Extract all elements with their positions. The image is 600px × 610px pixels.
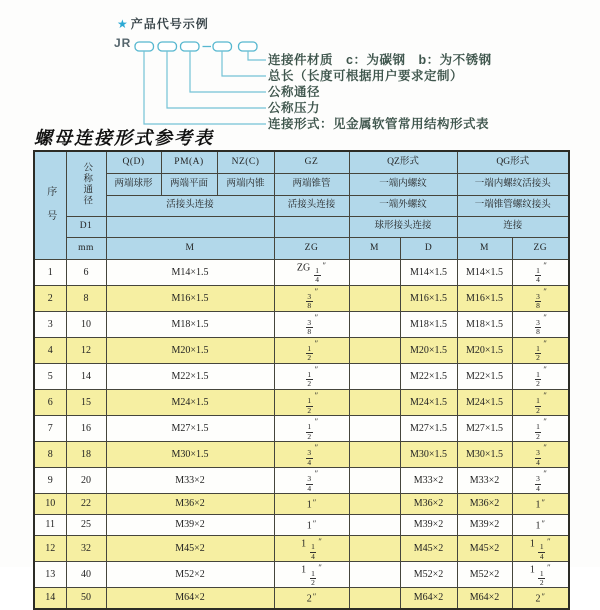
cell-seq: 5 <box>34 363 66 389</box>
cell-qz-d: M45×2 <box>400 535 457 561</box>
fraction-value: $\frac{1}{2}$ <box>536 396 540 415</box>
cell-dn: 6 <box>66 259 106 285</box>
product-code-example-heading <box>117 15 209 32</box>
inch-mark: ″ <box>314 363 319 374</box>
cell-qz-m <box>349 415 400 441</box>
cell-qg-m: M18×1.5 <box>457 311 512 337</box>
table-header <box>34 151 569 259</box>
cell-qg-zg: 1 $\frac{1}{4}$ ″ <box>512 535 569 561</box>
cell-dn: 18 <box>66 441 106 467</box>
header-qg-desc2: 一端锥管螺纹接头 <box>457 195 569 216</box>
cell-dn: 8 <box>66 285 106 311</box>
table-row <box>34 493 569 514</box>
cell-qg-zg <box>512 389 569 415</box>
cell-qg-m: M64×2 <box>457 588 512 609</box>
header-col-qg: QG形式 <box>457 151 569 173</box>
cell-qz-d: M64×2 <box>400 588 457 609</box>
cell-dn: 22 <box>66 493 106 514</box>
code-box-4 <box>213 42 232 51</box>
inch-mark: ″ <box>541 518 546 529</box>
cell-seq: 3 <box>34 311 66 337</box>
cell-seq: 4 <box>34 337 66 363</box>
inch-mark: ″ <box>322 259 327 270</box>
cell-qg-zg: 1″ <box>512 493 569 514</box>
header-nominal-diameter: 公称通径 <box>66 151 106 216</box>
header-qz-desc2: 一端外螺纹 <box>349 195 457 216</box>
cell-qz-m <box>349 561 400 587</box>
cell-dn: 10 <box>66 311 106 337</box>
callout-line-length <box>222 51 266 76</box>
cell-qz-m <box>349 535 400 561</box>
inch-mark: ″ <box>312 518 317 529</box>
table-row <box>34 441 569 467</box>
header-gz-desc: 两端锥管 <box>274 173 349 195</box>
table-row <box>34 561 569 587</box>
label-nominal-pressure: 公称压力 <box>268 101 321 115</box>
cell-m: M16×1.5 <box>106 285 274 311</box>
cell-seq: 2 <box>34 285 66 311</box>
cell-qg-zg <box>512 467 569 493</box>
header-qz-m: M <box>349 237 400 259</box>
cell-seq: 13 <box>34 561 66 587</box>
fraction-value: $\frac{1}{2}$ <box>539 568 544 587</box>
cell-seq: 14 <box>34 588 66 609</box>
label-connection-form: 连接形式：见金属软管常用结构形式表 <box>268 117 490 131</box>
header-blank-gz <box>274 216 349 237</box>
cell-qg-m: M20×1.5 <box>457 337 512 363</box>
cell-qz-m <box>349 588 400 609</box>
callout-line-diameter <box>190 51 266 92</box>
inch-mark: ″ <box>314 467 319 478</box>
cell-qg-m: M27×1.5 <box>457 415 512 441</box>
cell-gz-zg <box>274 389 349 415</box>
table-row <box>34 337 569 363</box>
product-code-example-text: 产品代号示例 <box>130 17 209 31</box>
header-qz-desc1: 一端内螺纹 <box>349 173 457 195</box>
table-title: 螺母连接形式参考表 <box>34 128 214 148</box>
header-blank-m <box>106 216 274 237</box>
cell-qg-zg: 1″ <box>512 514 569 535</box>
inch-mark: ″ <box>543 311 547 322</box>
table-row <box>34 311 569 337</box>
inch-mark: ″ <box>543 415 547 426</box>
cell-qg-m: M52×2 <box>457 561 512 587</box>
table-row <box>34 514 569 535</box>
cell-m: M52×2 <box>106 561 274 587</box>
cell-m: M20×1.5 <box>106 337 274 363</box>
cell-dn: 12 <box>66 337 106 363</box>
cell-dn: 25 <box>66 514 106 535</box>
fraction-value: $\frac{1}{2}$ <box>536 344 540 363</box>
table-row <box>34 415 569 441</box>
cell-m: M33×2 <box>106 467 274 493</box>
cell-qz-m <box>349 337 400 363</box>
inch-mark: ″ <box>314 441 319 452</box>
fraction-value: $\frac{1}{2}$ <box>307 396 312 415</box>
cell-gz-zg <box>274 441 349 467</box>
fraction-value: $\frac{1}{4}$ <box>315 266 320 285</box>
header-seq: 序号 <box>34 151 66 259</box>
cell-gz-zg: 1″ <box>274 493 349 514</box>
cell-qz-d: M36×2 <box>400 493 457 514</box>
table-row <box>34 363 569 389</box>
header-col-qz: QZ形式 <box>349 151 457 173</box>
cell-gz-zg: 2″ <box>274 588 349 609</box>
header-m-span: M <box>106 237 274 259</box>
inch-mark: ″ <box>543 441 547 452</box>
cell-qz-m <box>349 389 400 415</box>
cell-gz-zg: 1″ <box>274 514 349 535</box>
header-union-connection: 活接头连接 <box>106 195 274 216</box>
header-col-q: Q(D) <box>106 151 161 173</box>
fraction-value: $\frac{3}{8}$ <box>307 318 312 337</box>
cell-seq: 1 <box>34 259 66 285</box>
cell-qz-d: M14×1.5 <box>400 259 457 285</box>
inch-mark: ″ <box>314 311 319 322</box>
inch-mark: ″ <box>318 561 322 572</box>
cell-qz-m <box>349 441 400 467</box>
cell-qg-zg <box>512 363 569 389</box>
callout-line-material <box>248 51 266 60</box>
cell-gz-zg <box>274 311 349 337</box>
cell-qg-zg: 1 $\frac{1}{2}$ ″ <box>512 561 569 587</box>
inch-mark: ″ <box>547 561 551 572</box>
inch-mark: ″ <box>314 389 319 400</box>
code-prefix: JR <box>114 36 132 50</box>
cell-m: M24×1.5 <box>106 389 274 415</box>
cell-m: M22×1.5 <box>106 363 274 389</box>
cell-qg-zg: 2″ <box>512 588 569 609</box>
inch-mark: ″ <box>541 497 546 508</box>
fraction-value: $\frac{1}{2}$ <box>536 370 540 389</box>
fraction-value: $\frac{1}{2}$ <box>307 370 312 389</box>
cell-gz-zg: ZG $\frac{1}{4}$ ″ <box>274 259 349 285</box>
cell-qz-d: M33×2 <box>400 467 457 493</box>
cell-m: M45×2 <box>106 535 274 561</box>
header-col-gz: GZ <box>274 151 349 173</box>
fraction-value: $\frac{3}{4}$ <box>536 474 540 493</box>
header-qg-connection: 连接 <box>457 216 569 237</box>
inch-mark: ″ <box>543 337 547 348</box>
cell-qg-zg <box>512 415 569 441</box>
cell-dn: 20 <box>66 467 106 493</box>
code-box-2 <box>158 42 177 51</box>
cell-gz-zg: 1 $\frac{1}{2}$ ″ <box>274 561 349 587</box>
cell-qg-zg <box>512 441 569 467</box>
fraction-value: $\frac{1}{2}$ <box>307 422 312 441</box>
fraction-value: $\frac{3}{8}$ <box>307 292 312 311</box>
fraction-value: $\frac{3}{8}$ <box>536 318 540 337</box>
cell-qz-d: M27×1.5 <box>400 415 457 441</box>
cell-dn: 16 <box>66 415 106 441</box>
fraction-value: $\frac{1}{4}$ <box>539 542 544 561</box>
cell-seq: 11 <box>34 514 66 535</box>
fraction-value: $\frac{1}{2}$ <box>536 422 540 441</box>
cell-qg-m: M30×1.5 <box>457 441 512 467</box>
cell-m: M18×1.5 <box>106 311 274 337</box>
star-icon: ★ <box>117 17 129 31</box>
table-row <box>34 588 569 609</box>
cell-qz-m <box>349 259 400 285</box>
cell-qg-m: M22×1.5 <box>457 363 512 389</box>
inch-mark: ″ <box>314 337 319 348</box>
cell-qg-m: M16×1.5 <box>457 285 512 311</box>
fraction-value: $\frac{1}{4}$ <box>311 542 315 561</box>
inch-mark: ″ <box>543 285 547 296</box>
cell-qz-m <box>349 493 400 514</box>
cell-seq: 12 <box>34 535 66 561</box>
cell-m: M64×2 <box>106 588 274 609</box>
cell-dn: 40 <box>66 561 106 587</box>
inch-mark: ″ <box>314 285 319 296</box>
cell-m: M27×1.5 <box>106 415 274 441</box>
code-box-1 <box>135 42 154 51</box>
cell-qg-m: M36×2 <box>457 493 512 514</box>
header-pm-desc: 两端平面 <box>161 173 217 195</box>
cell-qz-d: M20×1.5 <box>400 337 457 363</box>
header-d1: D1 <box>66 216 106 237</box>
cell-gz-zg <box>274 467 349 493</box>
cell-qg-m: M24×1.5 <box>457 389 512 415</box>
label-connector-material: 连接件材质 c：为碳钢 b：为不锈钢 <box>268 53 492 67</box>
header-q-desc: 两端球形 <box>106 173 161 195</box>
header-qg-m: M <box>457 237 512 259</box>
callout-line-connection <box>144 51 266 124</box>
cell-qg-m: M39×2 <box>457 514 512 535</box>
cell-m: M30×1.5 <box>106 441 274 467</box>
header-col-pm: PM(A) <box>161 151 217 173</box>
cell-qz-m <box>349 514 400 535</box>
cell-gz-zg <box>274 285 349 311</box>
cell-qz-m <box>349 285 400 311</box>
inch-mark: ″ <box>547 535 551 546</box>
inch-mark: ″ <box>314 415 319 426</box>
header-nz-desc: 两端内锥 <box>217 173 274 195</box>
cell-qg-m: M45×2 <box>457 535 512 561</box>
inch-mark: ″ <box>543 363 547 374</box>
cell-qg-m: M14×1.5 <box>457 259 512 285</box>
cell-seq: 6 <box>34 389 66 415</box>
table-row <box>34 259 569 285</box>
cell-seq: 9 <box>34 467 66 493</box>
inch-mark: ″ <box>543 389 547 400</box>
header-col-nz: NZ(C) <box>217 151 274 173</box>
cell-dn: 15 <box>66 389 106 415</box>
fraction-value: $\frac{1}{4}$ <box>536 266 540 285</box>
inch-mark: ″ <box>312 590 317 601</box>
inch-mark: ″ <box>543 259 547 270</box>
cell-qz-d: M16×1.5 <box>400 285 457 311</box>
table-body <box>34 259 569 609</box>
fraction-value: $\frac{3}{8}$ <box>536 292 540 311</box>
header-gz-connection: 活接头连接 <box>274 195 349 216</box>
cell-qg-zg <box>512 337 569 363</box>
header-qg-desc1: 一端内螺纹活接头 <box>457 173 569 195</box>
cell-dn: 32 <box>66 535 106 561</box>
cell-qg-zg <box>512 259 569 285</box>
header-qz-d: D <box>400 237 457 259</box>
cell-qz-m <box>349 363 400 389</box>
cell-qz-d: M39×2 <box>400 514 457 535</box>
inch-mark: ″ <box>541 590 546 601</box>
label-nominal-diameter: 公称通径 <box>268 85 321 99</box>
cell-gz-zg <box>274 415 349 441</box>
label-total-length: 总长（长度可根据用户要求定制） <box>268 69 464 83</box>
fraction-value: $\frac{3}{4}$ <box>307 474 312 493</box>
cell-m: M36×2 <box>106 493 274 514</box>
cell-qg-zg <box>512 285 569 311</box>
table-row <box>34 285 569 311</box>
header-qg-zg: ZG <box>512 237 569 259</box>
cell-dn: 14 <box>66 363 106 389</box>
fraction-value: $\frac{1}{2}$ <box>307 344 312 363</box>
cell-gz-zg <box>274 363 349 389</box>
callout-line-pressure <box>167 51 266 108</box>
cell-qz-d: M24×1.5 <box>400 389 457 415</box>
cell-dn: 50 <box>66 588 106 609</box>
fraction-value: $\frac{3}{4}$ <box>307 448 312 467</box>
fraction-value: $\frac{1}{2}$ <box>311 568 315 587</box>
header-mm: mm <box>66 237 106 259</box>
table-row <box>34 467 569 493</box>
cell-qg-zg <box>512 311 569 337</box>
code-box-3 <box>181 42 200 51</box>
cell-seq: 8 <box>34 441 66 467</box>
inch-mark: ″ <box>318 535 322 546</box>
cell-qz-d: M52×2 <box>400 561 457 587</box>
cell-seq: 7 <box>34 415 66 441</box>
inch-mark: ″ <box>543 467 547 478</box>
cell-qz-d: M22×1.5 <box>400 363 457 389</box>
header-zg-gz: ZG <box>274 237 349 259</box>
fraction-value: $\frac{3}{4}$ <box>536 448 540 467</box>
cell-m: M39×2 <box>106 514 274 535</box>
table-row <box>34 389 569 415</box>
cell-qg-m: M33×2 <box>457 467 512 493</box>
cell-m: M14×1.5 <box>106 259 274 285</box>
cell-qz-d: M30×1.5 <box>400 441 457 467</box>
cell-gz-zg: 1 $\frac{1}{4}$ ″ <box>274 535 349 561</box>
inch-mark: ″ <box>312 497 317 508</box>
table-row <box>34 535 569 561</box>
header-qz-connection: 球形接头连接 <box>349 216 457 237</box>
cell-seq: 10 <box>34 493 66 514</box>
cell-qz-m <box>349 311 400 337</box>
code-box-5 <box>239 42 258 51</box>
nut-connection-reference-table <box>33 150 570 610</box>
cell-qz-d: M18×1.5 <box>400 311 457 337</box>
cell-qz-m <box>349 467 400 493</box>
cell-gz-zg <box>274 337 349 363</box>
